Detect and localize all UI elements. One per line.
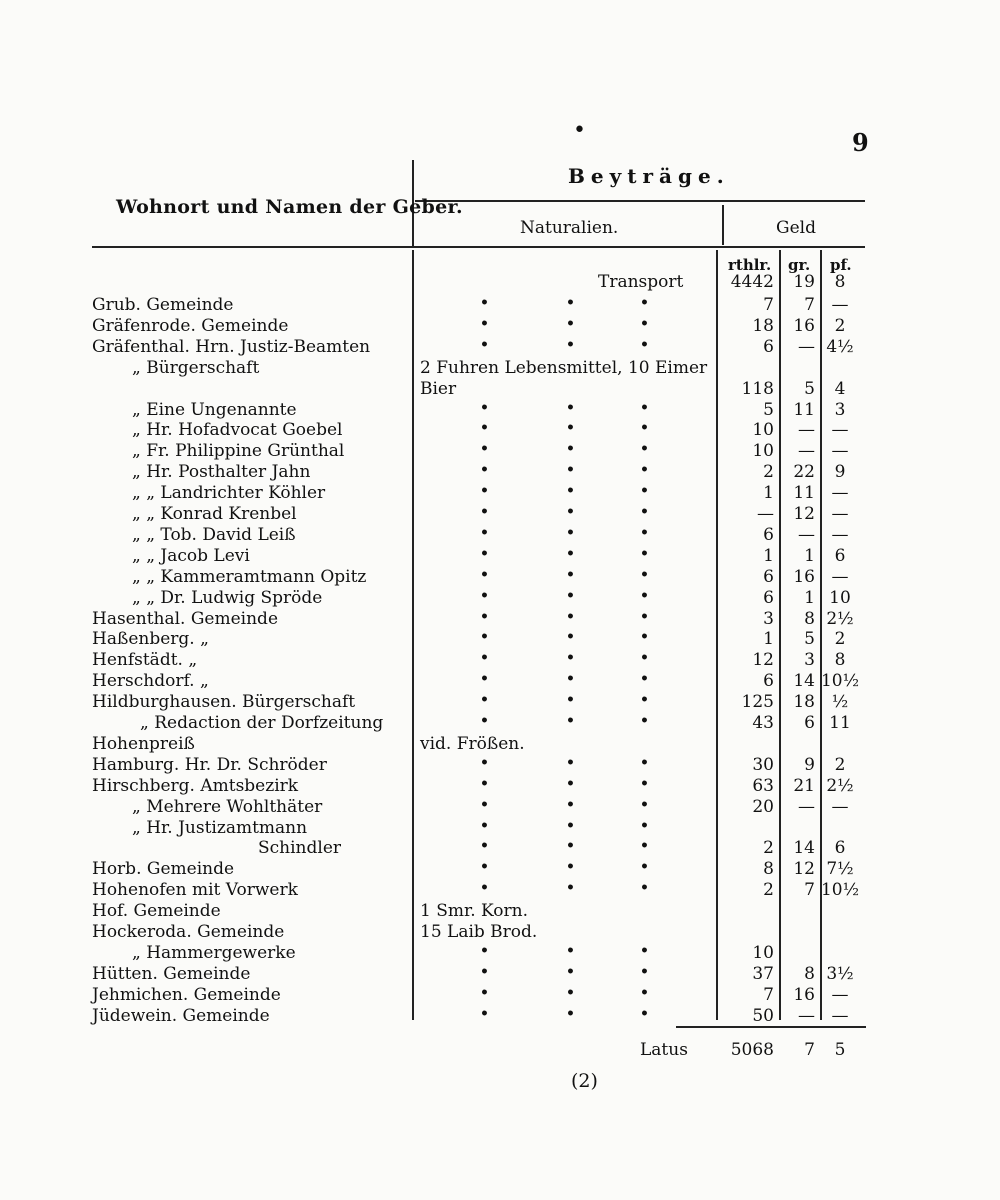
- ditto-mark: •: [640, 859, 649, 876]
- ditto-mark: •: [566, 336, 575, 353]
- ditto-mark: •: [566, 295, 575, 311]
- amount-pf: —: [831, 420, 849, 441]
- amount-pf: —: [831, 441, 849, 462]
- ditto-mark: •: [480, 336, 489, 353]
- ditto-mark: •: [640, 545, 649, 562]
- table-row: [0, 880, 1000, 901]
- donor-name: Gräfenthal. Hrn. Justiz-Beamten: [92, 336, 371, 357]
- ditto-mark: •: [566, 629, 575, 646]
- ditto-mark: •: [480, 963, 489, 980]
- amount-pf: 10½: [820, 880, 860, 901]
- table-row: [0, 713, 1000, 734]
- ditto-mark: •: [480, 942, 489, 959]
- amount-rthlr: 7: [763, 295, 774, 315]
- amount-rthlr: 50: [752, 1005, 774, 1026]
- ditto-mark: •: [640, 462, 649, 479]
- donor-name: Herschdorf. „: [92, 671, 209, 692]
- ditto-mark: •: [640, 504, 649, 520]
- donor-name: Hasenthal. Gemeinde: [92, 608, 279, 629]
- table-row: [0, 943, 1000, 964]
- amount-rthlr: 12: [752, 650, 774, 671]
- amount-rthlr: 10: [752, 441, 774, 462]
- ditto-mark: •: [480, 859, 489, 876]
- amount-gr: 21: [793, 775, 815, 796]
- naturalien-entry: vid. Frößen.: [420, 733, 525, 754]
- ditto-mark: •: [640, 420, 649, 437]
- amount-gr: 8: [804, 608, 815, 629]
- table-row: [0, 964, 1000, 985]
- amount-pf: —: [831, 1005, 849, 1026]
- amount-rthlr: 18: [752, 315, 774, 336]
- ditto-mark: •: [480, 462, 489, 479]
- amount-gr: 11: [793, 483, 815, 504]
- amount-gr: 14: [793, 671, 815, 692]
- ditto-mark: •: [640, 713, 649, 729]
- donor-name: Hockeroda. Gemeinde: [92, 922, 285, 942]
- ditto-mark: •: [480, 754, 489, 771]
- table-row: [0, 337, 1000, 358]
- ditto-mark: •: [640, 524, 649, 541]
- amount-gr: 12: [793, 859, 815, 880]
- ditto-mark: •: [566, 942, 575, 959]
- ditto-mark: •: [566, 754, 575, 771]
- signature-mark: (2): [571, 1070, 598, 1092]
- donor-name: Henfstädt. „: [92, 650, 198, 671]
- ditto-mark: •: [640, 441, 649, 458]
- ditto-mark: •: [480, 504, 489, 520]
- amount-rthlr: —: [757, 504, 774, 524]
- amount-pf: —: [831, 483, 849, 504]
- ditto-mark: •: [640, 817, 649, 834]
- ditto-mark: •: [640, 671, 649, 688]
- ditto-mark: •: [480, 399, 489, 416]
- donor-name: Hildburghausen. Bürgerschaft: [92, 692, 356, 713]
- amount-gr: —: [798, 336, 815, 357]
- ditto-mark: •: [566, 692, 575, 709]
- table-row: [0, 316, 1000, 337]
- amount-gr: 1: [804, 587, 815, 608]
- ditto-mark: •: [566, 963, 575, 980]
- ditto-mark: •: [566, 713, 575, 729]
- amount-gr: 14: [793, 838, 815, 859]
- amount-gr: 12: [793, 504, 815, 524]
- table-row: [0, 379, 1000, 400]
- ditto-mark: •: [640, 984, 649, 1001]
- amount-rthlr: 63: [752, 775, 774, 796]
- amount-pf: 6: [834, 545, 846, 566]
- ditto-mark: •: [640, 796, 649, 813]
- amount-gr: 8: [804, 963, 815, 984]
- table-row: [0, 295, 1000, 316]
- ditto-mark: •: [640, 754, 649, 771]
- ditto-mark: •: [640, 336, 649, 353]
- amount-pf: —: [831, 796, 849, 817]
- ditto-mark: •: [566, 545, 575, 562]
- ditto-mark: •: [566, 504, 575, 520]
- donor-name: Grub. Gemeinde: [92, 295, 234, 315]
- amount-gr: —: [798, 1005, 815, 1026]
- amount-pf: —: [831, 504, 849, 524]
- donor-name: Hohenofen mit Vorwerk: [92, 880, 298, 901]
- ditto-mark: •: [640, 295, 649, 311]
- donor-name: „ Hr. Justizamtmann: [132, 817, 308, 838]
- amount-gr: 5: [804, 378, 815, 399]
- ditto-mark: •: [640, 880, 649, 897]
- ditto-mark: •: [640, 963, 649, 980]
- amount-pf: 2½: [826, 608, 854, 629]
- donor-name: Horb. Gemeinde: [92, 859, 235, 880]
- ditto-mark: •: [566, 1005, 575, 1022]
- ditto-mark: •: [480, 566, 489, 583]
- ditto-mark: •: [480, 524, 489, 541]
- ditto-mark: •: [566, 483, 575, 500]
- ditto-mark: •: [480, 796, 489, 813]
- amount-pf: 2: [834, 754, 846, 775]
- amount-gr: 3: [804, 650, 815, 671]
- unit-pf: pf.: [830, 256, 852, 274]
- amount-pf: 6: [834, 838, 846, 859]
- amount-pf: —: [831, 984, 849, 1005]
- ditto-mark: •: [480, 441, 489, 458]
- header-wohnort: Wohnort und Namen der Geber.: [116, 196, 463, 218]
- table-row: [0, 462, 1000, 483]
- ditto-mark: •: [640, 566, 649, 583]
- donor-name: „ Fr. Philippine Grünthal: [132, 441, 345, 462]
- amount-gr: 16: [793, 315, 815, 336]
- amount-rthlr: 2: [763, 462, 774, 483]
- donor-name: „ „ Konrad Krenbel: [132, 504, 297, 524]
- table-row: [0, 400, 1000, 421]
- amount-rthlr: 7: [763, 984, 774, 1005]
- donor-name: „ Hammergewerke: [132, 942, 296, 963]
- amount-pf: 10: [829, 587, 851, 608]
- ditto-mark: •: [640, 399, 649, 416]
- latus-gr: 7: [804, 1040, 815, 1060]
- table-row: [0, 1006, 1000, 1027]
- donor-name: Hütten. Gemeinde: [92, 963, 251, 984]
- table-row: [0, 609, 1000, 630]
- donor-name: „ „ Kammeramtmann Opitz: [132, 566, 367, 587]
- donor-name: Haßenberg. „: [92, 629, 209, 650]
- amount-pf: 9: [834, 462, 846, 483]
- donor-name: „ Redaction der Dorfzeitung: [140, 713, 384, 733]
- ditto-mark: •: [566, 441, 575, 458]
- ditto-mark: •: [640, 629, 649, 646]
- amount-rthlr: 10: [752, 942, 774, 963]
- ditto-mark: •: [566, 566, 575, 583]
- amount-pf: 4: [834, 378, 846, 399]
- table-row: [0, 441, 1000, 462]
- amount-rthlr: 1: [763, 545, 774, 566]
- amount-pf: ½: [831, 692, 849, 713]
- table-row: [0, 483, 1000, 504]
- table-row: [0, 734, 1000, 755]
- naturalien-entry: 15 Laib Brod.: [420, 922, 538, 942]
- table-row: [0, 358, 1000, 379]
- table-row: [0, 671, 1000, 692]
- ditto-mark: •: [566, 880, 575, 897]
- ditto-mark: •: [480, 315, 489, 332]
- ditto-mark: •: [640, 650, 649, 667]
- donor-name: „ Bürgerschaft: [132, 357, 260, 378]
- ditto-mark: •: [480, 671, 489, 688]
- amount-gr: 1: [804, 545, 815, 566]
- ditto-mark: •: [480, 817, 489, 834]
- ditto-mark: •: [566, 462, 575, 479]
- amount-gr: 16: [793, 984, 815, 1005]
- table-row: [0, 985, 1000, 1006]
- unit-rthlr: rthlr.: [728, 256, 772, 274]
- ditto-mark: •: [480, 483, 489, 500]
- donor-name: Schindler: [258, 838, 342, 859]
- ditto-mark: •: [480, 608, 489, 625]
- table-row: [0, 525, 1000, 546]
- amount-gr: 22: [793, 462, 815, 483]
- donor-name: Hamburg. Hr. Dr. Schröder: [92, 754, 327, 775]
- latus-label: Latus: [640, 1040, 688, 1060]
- transport-rthlr: 4442: [730, 272, 774, 292]
- donor-name: „ „ Tob. David Leiß: [132, 524, 296, 545]
- amount-rthlr: 118: [741, 378, 774, 399]
- ditto-mark: •: [480, 713, 489, 729]
- amount-gr: —: [798, 420, 815, 441]
- ditto-mark: •: [566, 817, 575, 834]
- naturalien-entry: Bier: [420, 378, 457, 399]
- table-row: [0, 629, 1000, 650]
- amount-pf: 3: [834, 399, 846, 420]
- table-row: [0, 504, 1000, 525]
- ditto-mark: •: [640, 1005, 649, 1022]
- donor-name: Jüdewein. Gemeinde: [92, 1005, 270, 1026]
- donor-name: Hohenpreiß: [92, 733, 195, 754]
- table-row: [0, 776, 1000, 797]
- table-row: [0, 755, 1000, 776]
- amount-rthlr: 2: [763, 838, 774, 859]
- table-row: [0, 588, 1000, 609]
- amount-pf: 2½: [826, 775, 854, 796]
- amount-rthlr: 1: [763, 629, 774, 650]
- amount-pf: 11: [829, 713, 851, 733]
- amount-rthlr: 30: [752, 754, 774, 775]
- table-row: [0, 567, 1000, 588]
- transport-label: Transport: [598, 272, 684, 292]
- naturalien-entry: 2 Fuhren Lebensmittel, 10 Eimer: [420, 357, 708, 378]
- amount-rthlr: 125: [741, 692, 774, 713]
- ditto-mark: •: [640, 315, 649, 332]
- ditto-mark: •: [480, 838, 489, 855]
- ditto-mark: •: [566, 524, 575, 541]
- amount-rthlr: 6: [763, 336, 774, 357]
- ditto-mark: •: [480, 650, 489, 667]
- table-row: [0, 922, 1000, 943]
- ditto-mark: •: [480, 295, 489, 311]
- header-beytraege: Beyträge.: [568, 164, 730, 188]
- donor-name: „ „ Dr. Ludwig Spröde: [132, 587, 323, 608]
- donor-name: Hirschberg. Amtsbezirk: [92, 775, 299, 796]
- ditto-mark: •: [566, 775, 575, 792]
- amount-gr: 6: [804, 713, 815, 733]
- ditto-mark: •: [480, 1005, 489, 1022]
- ditto-mark: •: [640, 608, 649, 625]
- ditto-mark: •: [566, 420, 575, 437]
- ditto-mark: •: [566, 671, 575, 688]
- transport-pf: 8: [834, 272, 846, 292]
- amount-pf: 2: [834, 629, 846, 650]
- header-naturalien: Naturalien.: [520, 218, 619, 238]
- donor-name: „ Eine Ungenannte: [132, 399, 297, 420]
- header-bottom-rule: [92, 246, 865, 248]
- donor-name: „ „ Jacob Levi: [132, 545, 250, 566]
- amount-gr: —: [798, 524, 815, 545]
- ditto-mark: •: [640, 587, 649, 604]
- amount-rthlr: 6: [763, 566, 774, 587]
- amount-pf: 10½: [820, 671, 860, 692]
- table-row: [0, 818, 1000, 839]
- ditto-mark: •: [640, 692, 649, 709]
- ditto-mark: •: [640, 775, 649, 792]
- amount-gr: —: [798, 796, 815, 817]
- amount-gr: 16: [793, 566, 815, 587]
- amount-pf: 7½: [826, 859, 854, 880]
- amount-rthlr: 10: [752, 420, 774, 441]
- amount-gr: 5: [804, 629, 815, 650]
- amount-gr: 9: [804, 754, 815, 775]
- donor-name: „ Hr. Posthalter Jahn: [132, 462, 311, 483]
- amount-pf: 8: [834, 650, 846, 671]
- amount-pf: —: [831, 295, 849, 315]
- beytraege-underline: [415, 200, 865, 202]
- naturalien-entry: 1 Smr. Korn.: [420, 901, 529, 922]
- header-geld: Geld: [776, 218, 816, 238]
- amount-gr: 18: [793, 692, 815, 713]
- ditto-mark: •: [566, 587, 575, 604]
- amount-rthlr: 3: [763, 608, 774, 629]
- naturalien-geld-divider: [722, 205, 724, 245]
- ditto-mark: •: [566, 838, 575, 855]
- table-row: [0, 692, 1000, 713]
- donor-name: „ Hr. Hofadvocat Goebel: [132, 420, 343, 441]
- ditto-mark: •: [566, 399, 575, 416]
- amount-rthlr: 6: [763, 671, 774, 692]
- ditto-mark: •: [480, 692, 489, 709]
- amount-rthlr: 1: [763, 483, 774, 504]
- ditto-mark: •: [566, 859, 575, 876]
- transport-gr: 19: [793, 272, 815, 292]
- amount-rthlr: 43: [752, 713, 774, 733]
- ditto-mark: •: [566, 315, 575, 332]
- ditto-mark: •: [640, 838, 649, 855]
- table-row: [0, 797, 1000, 818]
- amount-pf: —: [831, 524, 849, 545]
- amount-rthlr: 2: [763, 880, 774, 901]
- amount-gr: 7: [804, 295, 815, 315]
- latus-pf: 5: [834, 1040, 846, 1060]
- ditto-mark: •: [480, 420, 489, 437]
- ditto-mark: •: [566, 984, 575, 1001]
- donor-name: „ „ Landrichter Köhler: [132, 483, 326, 504]
- ditto-mark: •: [566, 650, 575, 667]
- page-dot: •: [573, 118, 586, 143]
- unit-gr: gr.: [788, 256, 811, 274]
- amount-gr: —: [798, 441, 815, 462]
- amount-rthlr: 5: [763, 399, 774, 420]
- ditto-mark: •: [480, 587, 489, 604]
- ditto-mark: •: [480, 545, 489, 562]
- ditto-mark: •: [480, 984, 489, 1001]
- ditto-mark: •: [566, 608, 575, 625]
- amount-gr: 7: [804, 880, 815, 901]
- ditto-mark: •: [480, 629, 489, 646]
- amount-gr: 11: [793, 399, 815, 420]
- donor-name: Jehmichen. Gemeinde: [92, 984, 281, 1005]
- ditto-mark: •: [640, 942, 649, 959]
- table-row: [0, 838, 1000, 859]
- table-row: [0, 901, 1000, 922]
- ditto-mark: •: [640, 483, 649, 500]
- table-row: [0, 420, 1000, 441]
- donor-name: „ Mehrere Wohlthäter: [132, 796, 323, 817]
- ditto-mark: •: [566, 796, 575, 813]
- donor-name: Gräfenrode. Gemeinde: [92, 315, 289, 336]
- amount-rthlr: 6: [763, 524, 774, 545]
- table-row: [0, 546, 1000, 567]
- amount-pf: 3½: [826, 963, 854, 984]
- table-row: [0, 650, 1000, 671]
- amount-rthlr: 37: [752, 963, 774, 984]
- amount-rthlr: 8: [763, 859, 774, 880]
- amount-pf: 4½: [826, 336, 854, 357]
- table-row: [0, 859, 1000, 880]
- ditto-mark: •: [480, 775, 489, 792]
- amount-rthlr: 20: [752, 796, 774, 817]
- ditto-mark: •: [480, 880, 489, 897]
- donor-name: Hof. Gemeinde: [92, 901, 221, 922]
- page-number: 9: [852, 128, 869, 157]
- amount-pf: —: [831, 566, 849, 587]
- amount-rthlr: 6: [763, 587, 774, 608]
- latus-rthlr: 5068: [730, 1040, 774, 1060]
- amount-pf: 2: [834, 315, 846, 336]
